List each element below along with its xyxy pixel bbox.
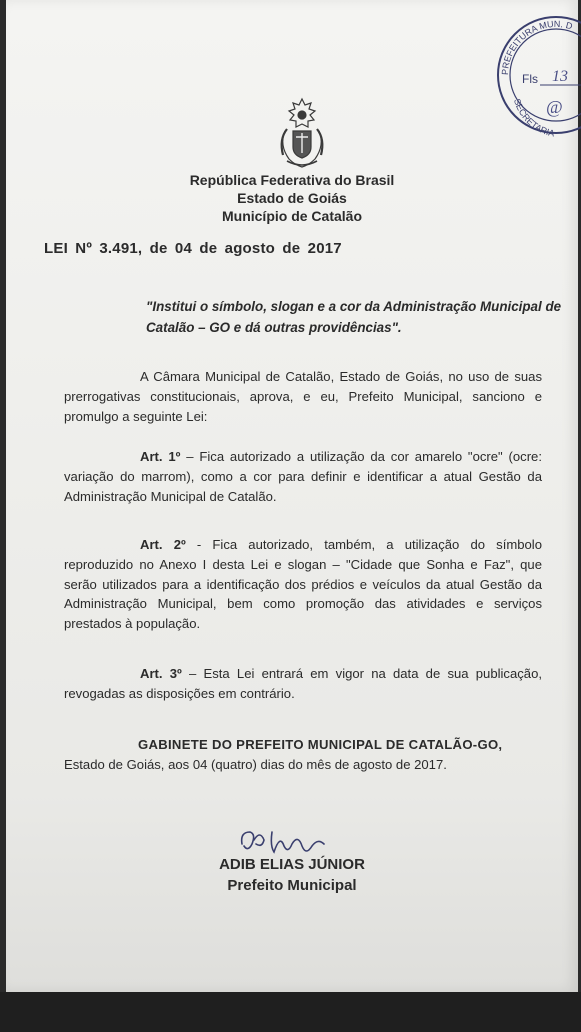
signer-name: ADIB ELIAS JÚNIOR (219, 856, 365, 873)
header-republic: República Federativa do Brasil (189, 172, 395, 188)
signoff-office: GABINETE DO PREFEITO MUNICIPAL DE CATALÃO-GO, (138, 737, 503, 752)
header-state: Estado de Goiás (237, 190, 347, 206)
law-ementa: "Institui o símbolo, slogan e a cor da Administração Municipal de Catalão – GO e dá outras providências". (146, 299, 562, 335)
article-1-text: – Fica autorizado a utilização da cor amarelo "ocre" (ocre: variação do marrom), como a cor para definir e identificar a atual Gestão da Administração Municipal de Catalão. (64, 449, 542, 504)
article-3 (64, 664, 542, 704)
article-2-label: Art. 2º (140, 537, 186, 552)
preamble-text: A Câmara Municipal de Catalão, Estado de Goiás, no uso de suas prerrogativas constitucionais, aprova, e eu, Prefeito Municipal, sanciono e promulgo a seguinte Lei: (64, 369, 542, 424)
header-municipality: Município de Catalão (221, 208, 362, 224)
coat-of-arms-icon (273, 95, 331, 170)
stamp-initial: @ (546, 97, 563, 117)
protocol-stamp (494, 5, 581, 145)
article-1-label: Art. 1º (140, 449, 181, 464)
stamp-fls-label: Fls (522, 72, 538, 86)
article-1 (64, 447, 542, 506)
article-3-text: – Esta Lei entrará em vigor na data de sua publicação, revogadas as disposições em contrário. (64, 666, 542, 701)
preamble (64, 367, 542, 426)
signoff-rest: Estado de Goiás, aos 04 (quatro) dias do mês de agosto de 2017. (64, 757, 447, 772)
article-2 (64, 535, 542, 634)
article-2-text: - Fica autorizado, também, a utilização do símbolo reproduzido no Anexo I desta Lei e slogan – "Cidade que Sonha e Faz", que serão utilizados para a identificação dos prédios e veículos da atual Gestão da Administração Municipal, bem como promoção das atividades e serviços prestados à população. (64, 537, 542, 632)
signoff (64, 735, 544, 775)
stamp-fls-number: 13 (552, 68, 568, 85)
stamp-top-text: PREFEITURA MUN. D (499, 18, 574, 76)
background-surface (0, 992, 581, 1032)
signer-role: Prefeito Municipal (227, 877, 357, 894)
law-title: LEI Nº 3.491, de 04 de agosto de 2017 (44, 240, 342, 257)
document-page (6, 0, 578, 992)
stamp-bottom-text: SECRETARIA (511, 97, 556, 139)
article-3-label: Art. 3º (140, 666, 182, 681)
